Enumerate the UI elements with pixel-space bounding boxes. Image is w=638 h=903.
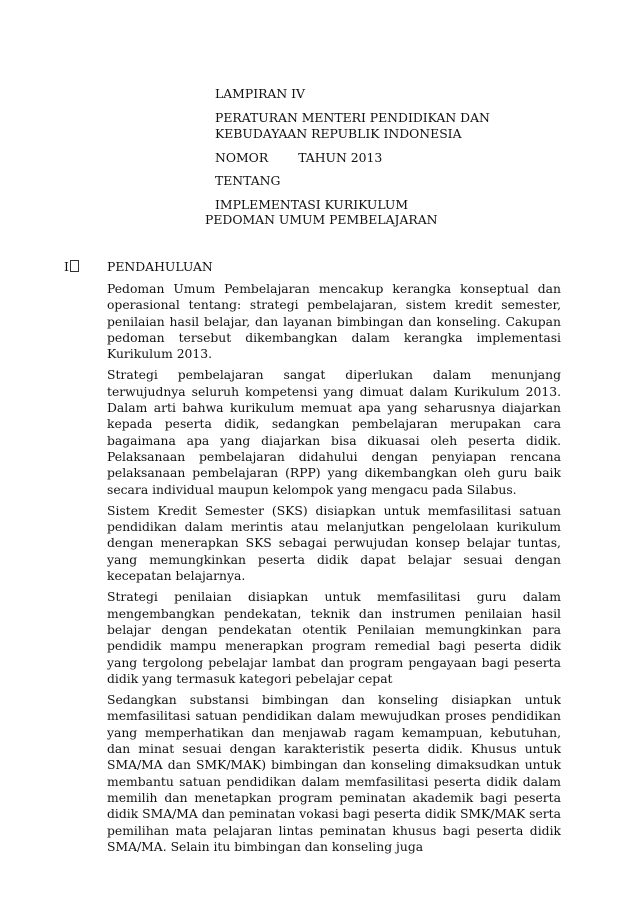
peraturan-line-2: KEBUDAYAAN REPUBLIK INDONESIA xyxy=(215,126,462,141)
nomor-row xyxy=(215,150,575,167)
paragraph: Strategi penilaian disiapkan untuk memfasilitasi guru dalam mengembangkan pendekatan, teknik dan instrumen penilaian hasil belajar dengan pendekatan otentik Penilaian memungkinkan para pendidik mampu menerapkan program remedial bagi peserta didik yang tergolong pebelajar lambat dan program pengayaan bagi peserta didik yang termasuk kategori pebelajar cepat xyxy=(107,590,561,686)
lampiran-label: LAMPIRAN IV xyxy=(215,86,305,101)
paragraph: Sistem Kredit Semester (SKS) disiapkan untuk memfasilitasi satuan pendidikan dalam merintis atau melanjutkan pengelolaan kurikulum dengan menerapkan SKS sebagai perwujudan konsep belajar tuntas, yang memungkinkan peserta didik dapat belajar sesuai dengan kecepatan belajarnya. xyxy=(107,503,561,584)
paragraph: Strategi pembelajaran sangat diperlukan dalam menunjang terwujudnya seluruh kompetensi yang dimuat dalam Kurikulum 2013. Dalam arti bahwa kurikulum memuat apa yang seharusnya diajarkan kepada peserta didik, sedangkan pembelajaran merupakan cara bagaimana apa yang diajarkan bisa dikuasai oleh peserta didik. Pelaksanaan pembelajaran didahului dengan penyiapan rencana pelaksanaan pembelajaran (RPP) yang dikembangkan oleh guru baik secara individual maupun kelompok yang mengacu pada Silabus. xyxy=(107,368,561,497)
tentang-label: TENTANG xyxy=(215,173,281,188)
paragraph: Sedangkan substansi bimbingan dan konseling disiapkan untuk memfasilitasi satuan pendidikan dalam mewujudkan proses pendidikan yang memperhatikan dan menjawab ragam kemampuan, kebutuhan, dan minat sesuai dengan karakteristik peserta didik. Khusus untuk SMA/MA dan SMK/MAK) bimbingan dan konseling dimaksudkan untuk membantu satuan pendidikan dalam memfasilitasi peserta didik dalam memilih dan menetapkan program peminatan akademik bagi peserta didik SMA/MA dan peminatan vokasi bagi peserta didik SMK/MAK serta pemilihan mata pelajaran lintas peminatan khusus bagi peserta didik SMA/MA. Selain itu bimbingan dan konseling juga xyxy=(107,693,561,854)
section-body xyxy=(107,281,561,860)
nomor-label: NOMOR xyxy=(215,149,269,165)
missing-glyph-box xyxy=(70,260,79,272)
tahun-label: TAHUN 2013 xyxy=(298,149,383,165)
regulation-header xyxy=(215,86,575,213)
document-title: PEDOMAN UMUM PEMBELAJARAN xyxy=(205,212,438,227)
section-heading: PENDAHULUAN xyxy=(107,259,213,274)
peraturan-line-1: PERATURAN MENTERI PENDIDIKAN DAN xyxy=(215,109,490,125)
section-number: I xyxy=(64,259,79,275)
paragraph: Pedoman Umum Pembelajaran mencakup kerangka konseptual dan operasional tentang: strategi pembelajaran, sistem kredit semester, penilaian hasil belajar, dan layanan bimbingan dan konseling. Cakupan pedoman tersebut dikembangkan dalam kerangka implementasi Kurikulum 2013. xyxy=(107,282,561,362)
regulation-subject: IMPLEMENTASI KURIKULUM xyxy=(215,196,409,212)
